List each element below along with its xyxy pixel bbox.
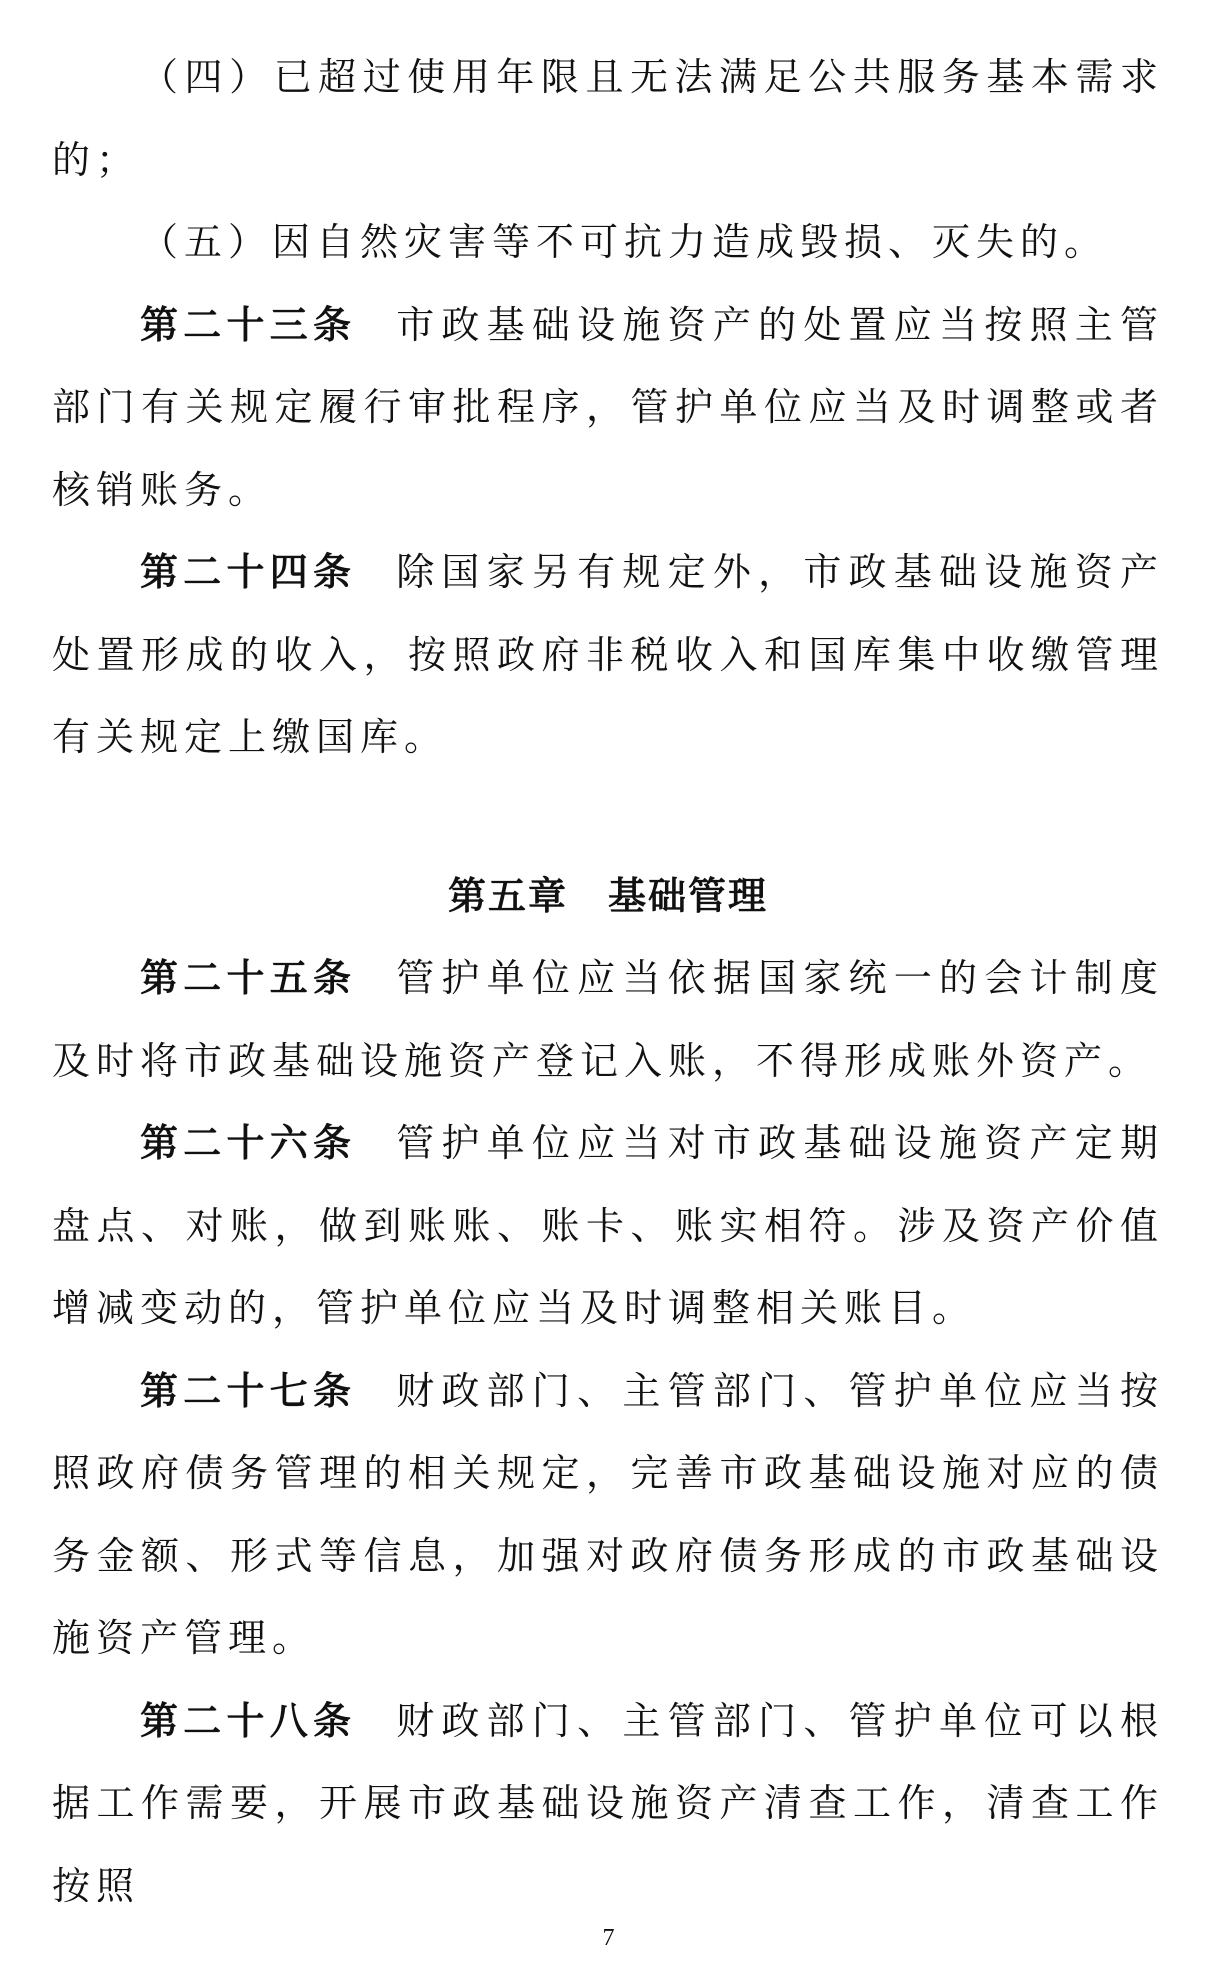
article-24-text: 除国家另有规定外，市政基础设施资产处置形成的收入，按照政府非税收入和国库集中收缴管理有关规定上缴国库。 bbox=[52, 550, 1164, 759]
article-28-text: 财政部门、主管部门、管护单位可以根据工作需要，开展市政基础设施资产清查工作，清查工作按照 bbox=[52, 1698, 1164, 1908]
article-28-paragraph bbox=[52, 1680, 1164, 1928]
article-24-paragraph bbox=[52, 531, 1164, 779]
article-26-number: 第二十六条 bbox=[140, 1121, 357, 1165]
document-body bbox=[52, 36, 1164, 1927]
article-25-paragraph bbox=[52, 937, 1164, 1102]
article-23-text: 市政基础设施资产的处置应当按照主管部门有关规定履行审批程序，管护单位应当及时调整或者核销账务。 bbox=[52, 302, 1164, 512]
article-27-number: 第二十七条 bbox=[140, 1368, 357, 1413]
article-26-paragraph bbox=[52, 1102, 1164, 1350]
article-27-text: 财政部门、主管部门、管护单位应当按照政府债务管理的相关规定，完善市政基础设施对应的债务金额、形式等信息，加强对政府债务形成的市政基础设施资产管理。 bbox=[52, 1368, 1164, 1660]
article-27-paragraph bbox=[52, 1350, 1164, 1680]
article-24-number: 第二十四条 bbox=[140, 550, 357, 594]
item-4-text: （四）已超过使用年限且无法满足公共服务基本需求的； bbox=[52, 55, 1164, 182]
article-23-paragraph bbox=[52, 284, 1164, 532]
article-26-text: 管护单位应当对市政基础设施资产定期盘点、对账，做到账账、账卡、账实相符。涉及资产价值增减变动的，管护单位应当及时调整相关账目。 bbox=[52, 1121, 1164, 1330]
article-28-number: 第二十八条 bbox=[140, 1698, 357, 1743]
item-5-text: （五）因自然灾害等不可抗力造成毁损、灭失的。 bbox=[140, 220, 1109, 264]
chapter-title: 第五章 基础管理 bbox=[447, 873, 768, 918]
page-number: 7 bbox=[602, 1925, 615, 1951]
item-4-paragraph bbox=[52, 36, 1164, 201]
article-25-number: 第二十五条 bbox=[140, 956, 357, 1000]
article-23-number: 第二十三条 bbox=[140, 302, 357, 347]
item-5-paragraph bbox=[52, 201, 1164, 284]
article-25-text: 管护单位应当依据国家统一的会计制度及时将市政基础设施资产登记入账，不得形成账外资产。 bbox=[52, 956, 1164, 1083]
